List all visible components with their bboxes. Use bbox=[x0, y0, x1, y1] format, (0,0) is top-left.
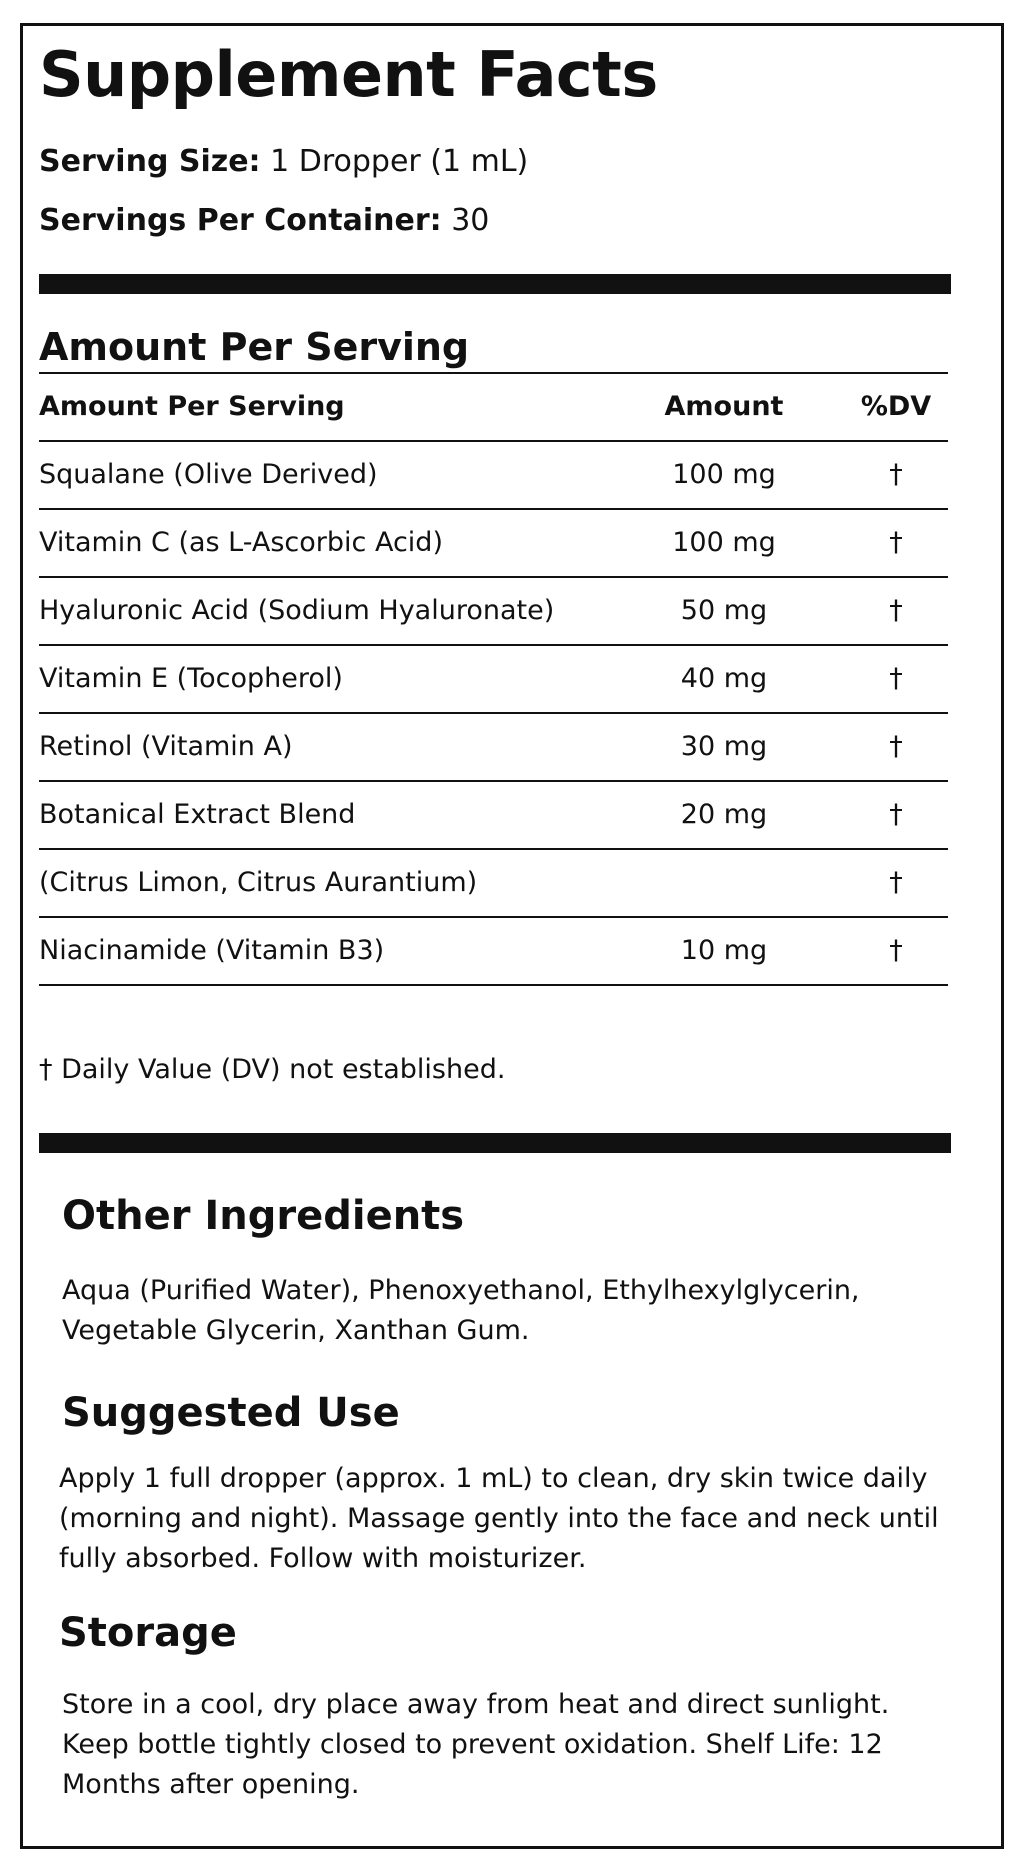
ingredient-dv: † bbox=[844, 645, 948, 713]
servings-per-container-label: Servings Per Container: bbox=[39, 203, 442, 238]
supplement-facts-table bbox=[39, 372, 948, 986]
ingredient-dv: † bbox=[844, 781, 948, 849]
ingredient-amount: 10 mg bbox=[604, 917, 844, 985]
dv-footnote: † Daily Value (DV) not established. bbox=[39, 1054, 506, 1085]
suggested-use-text: Apply 1 full dropper (approx. 1 mL) to clean, dry skin twice daily (morning and night). Massage gently into the face and neck until fully absorbed. Follow with moisturizer. bbox=[59, 1463, 939, 1574]
table-header-row bbox=[39, 373, 948, 441]
table-row bbox=[39, 645, 948, 713]
ingredient-dv: † bbox=[844, 849, 948, 917]
other-ingredients-text: Aqua (Purified Water), Phenoxyethanol, Ethylhexylglycerin, Vegetable Glycerin, Xanthan Gum. bbox=[62, 1275, 860, 1346]
ingredient-dv: † bbox=[844, 577, 948, 645]
ingredient-amount: 50 mg bbox=[604, 577, 844, 645]
ingredient-name: Retinol (Vitamin A) bbox=[39, 713, 604, 781]
column-header-dv: %DV bbox=[844, 373, 948, 441]
column-header-name: Amount Per Serving bbox=[39, 373, 604, 441]
ingredient-name: (Citrus Limon, Citrus Aurantium) bbox=[39, 849, 604, 917]
page-title: Supplement Facts bbox=[39, 38, 658, 111]
divider-middle bbox=[39, 1133, 951, 1153]
ingredient-amount: 100 mg bbox=[604, 509, 844, 577]
table-row bbox=[39, 781, 948, 849]
table-row bbox=[39, 577, 948, 645]
ingredient-amount: 20 mg bbox=[604, 781, 844, 849]
divider-top bbox=[39, 274, 951, 294]
storage-text: Store in a cool, dry place away from heat and direct sunlight. Keep bottle tightly closed to prevent oxidation. Shelf Life: 12 Months after opening. bbox=[62, 1689, 890, 1800]
ingredient-name: Botanical Extract Blend bbox=[39, 781, 604, 849]
suggested-use-heading: Suggested Use bbox=[62, 1390, 400, 1436]
table-row bbox=[39, 849, 948, 917]
ingredient-dv: † bbox=[844, 509, 948, 577]
ingredient-dv: † bbox=[844, 917, 948, 985]
storage-heading: Storage bbox=[59, 1610, 237, 1656]
serving-size bbox=[39, 144, 528, 180]
table-row bbox=[39, 917, 948, 985]
ingredient-name: Vitamin C (as L-Ascorbic Acid) bbox=[39, 509, 604, 577]
ingredient-name: Vitamin E (Tocopherol) bbox=[39, 645, 604, 713]
table-row bbox=[39, 509, 948, 577]
serving-size-value: 1 Dropper (1 mL) bbox=[270, 144, 529, 179]
column-header-amount: Amount bbox=[604, 373, 844, 441]
ingredient-amount: 100 mg bbox=[604, 441, 844, 509]
table-row bbox=[39, 713, 948, 781]
serving-size-label: Serving Size: bbox=[39, 144, 261, 179]
ingredient-dv: † bbox=[844, 713, 948, 781]
ingredient-name: Niacinamide (Vitamin B3) bbox=[39, 917, 604, 985]
ingredient-name: Squalane (Olive Derived) bbox=[39, 441, 604, 509]
servings-per-container-value: 30 bbox=[451, 203, 490, 238]
ingredient-amount: 40 mg bbox=[604, 645, 844, 713]
ingredient-amount bbox=[604, 849, 844, 917]
other-ingredients-heading: Other Ingredients bbox=[62, 1193, 465, 1239]
ingredient-name: Hyaluronic Acid (Sodium Hyaluronate) bbox=[39, 577, 604, 645]
ingredient-amount: 30 mg bbox=[604, 713, 844, 781]
servings-per-container bbox=[39, 203, 489, 239]
ingredient-dv: † bbox=[844, 441, 948, 509]
table-row bbox=[39, 441, 948, 509]
amount-section-heading: Amount Per Serving bbox=[39, 325, 470, 369]
